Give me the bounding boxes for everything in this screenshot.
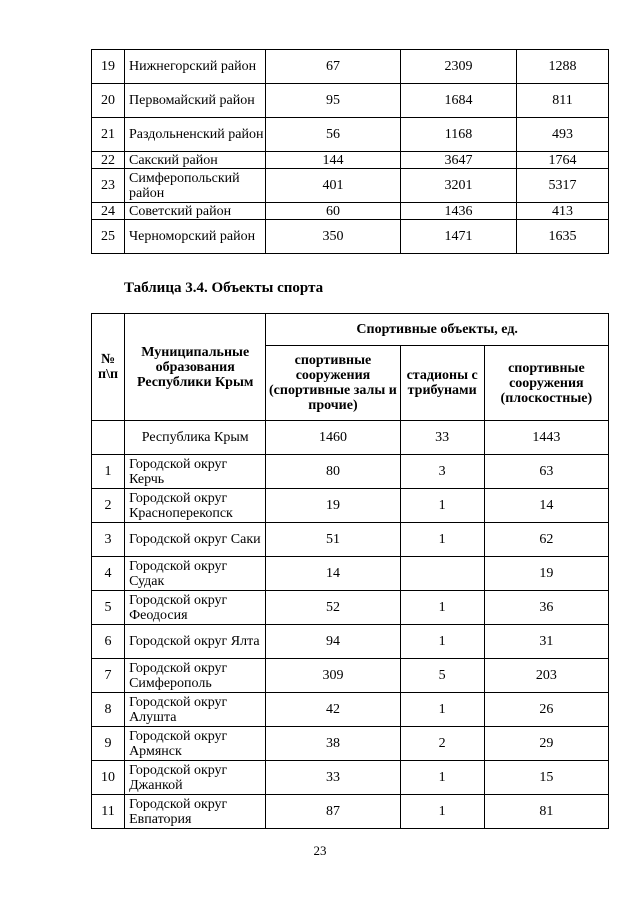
cell-name: Городской округ Евпатория	[125, 795, 266, 829]
table-row	[92, 50, 609, 84]
table-row	[92, 152, 609, 169]
page-number: 23	[313, 843, 327, 858]
cell-v1: 52	[266, 591, 400, 625]
cell-v1: 401	[266, 169, 401, 203]
cell-v2: 3201	[401, 169, 517, 203]
table-row	[92, 625, 609, 659]
cell-name: Городской округ Керчь	[125, 455, 266, 489]
cell-v3: 14	[484, 489, 608, 523]
sports-table	[91, 313, 609, 829]
table-row	[92, 203, 609, 220]
table-row	[92, 557, 609, 591]
cell-v1: 56	[266, 118, 401, 152]
districts-table-body	[92, 50, 609, 254]
table-row	[92, 455, 609, 489]
cell-v1: 350	[266, 220, 401, 254]
cell-v3: 1635	[517, 220, 609, 254]
cell-num: 8	[92, 693, 125, 727]
cell-name: Городской округ Джанкой	[125, 761, 266, 795]
cell-v2: 3	[400, 455, 484, 489]
table-row	[92, 591, 609, 625]
cell-v1: 144	[266, 152, 401, 169]
cell-v2: 1	[400, 693, 484, 727]
cell-v2	[400, 557, 484, 591]
cell-name: Городской округ Симферополь	[125, 659, 266, 693]
cell-v1: 33	[266, 761, 400, 795]
cell-num: 11	[92, 795, 125, 829]
cell-v2: 1	[400, 625, 484, 659]
cell-name: Раздольненский район	[125, 118, 266, 152]
cell-name: Черноморский район	[125, 220, 266, 254]
cell-num: 1	[92, 455, 125, 489]
total-v1: 1460	[266, 421, 400, 455]
cell-v1: 309	[266, 659, 400, 693]
cell-v3: 36	[484, 591, 608, 625]
cell-v3: 1288	[517, 50, 609, 84]
table-row	[92, 489, 609, 523]
cell-v3: 15	[484, 761, 608, 795]
cell-num: 2	[92, 489, 125, 523]
cell-num: 5	[92, 591, 125, 625]
cell-v2: 2	[400, 727, 484, 761]
sports-table-body	[92, 421, 609, 829]
cell-v3: 63	[484, 455, 608, 489]
cell-v1: 87	[266, 795, 400, 829]
cell-v1: 67	[266, 50, 401, 84]
cell-v1: 14	[266, 557, 400, 591]
header-municipality: Муниципальные образования Республики Крым	[125, 314, 266, 421]
cell-v1: 95	[266, 84, 401, 118]
cell-v2: 1684	[401, 84, 517, 118]
cell-num: 20	[92, 84, 125, 118]
districts-table	[91, 49, 609, 254]
total-row	[92, 421, 609, 455]
cell-v3: 203	[484, 659, 608, 693]
table-row	[92, 84, 609, 118]
cell-v1: 42	[266, 693, 400, 727]
cell-name: Симферопольский район	[125, 169, 266, 203]
cell-v3: 811	[517, 84, 609, 118]
cell-v2: 1	[400, 523, 484, 557]
table-row	[92, 220, 609, 254]
cell-num: 24	[92, 203, 125, 220]
cell-v2: 1	[400, 795, 484, 829]
cell-num: 22	[92, 152, 125, 169]
cell-v1: 80	[266, 455, 400, 489]
total-v2: 33	[400, 421, 484, 455]
cell-num: 4	[92, 557, 125, 591]
table-row	[92, 727, 609, 761]
total-num	[92, 421, 125, 455]
cell-name: Городской округ Алушта	[125, 693, 266, 727]
cell-v2: 5	[400, 659, 484, 693]
cell-v2: 1436	[401, 203, 517, 220]
header-stadiums: стадионы с трибунами	[400, 346, 484, 421]
cell-v3: 81	[484, 795, 608, 829]
header-flat-facilities: спортивные сооружения (плоскостные)	[484, 346, 608, 421]
cell-name: Городской округ Красноперекопск	[125, 489, 266, 523]
cell-num: 25	[92, 220, 125, 254]
table-row	[92, 659, 609, 693]
cell-v2: 3647	[401, 152, 517, 169]
cell-num: 3	[92, 523, 125, 557]
header-num: № п\п	[92, 314, 125, 421]
cell-num: 19	[92, 50, 125, 84]
cell-v3: 31	[484, 625, 608, 659]
cell-v1: 60	[266, 203, 401, 220]
cell-v2: 2309	[401, 50, 517, 84]
cell-num: 10	[92, 761, 125, 795]
cell-name: Первомайский район	[125, 84, 266, 118]
cell-v1: 38	[266, 727, 400, 761]
table-row	[92, 169, 609, 203]
cell-v2: 1168	[401, 118, 517, 152]
cell-v3: 62	[484, 523, 608, 557]
cell-v2: 1	[400, 489, 484, 523]
table-caption: Таблица 3.4. Объекты спорта	[124, 280, 324, 296]
cell-v2: 1471	[401, 220, 517, 254]
cell-v3: 19	[484, 557, 608, 591]
total-v3: 1443	[484, 421, 608, 455]
cell-num: 21	[92, 118, 125, 152]
cell-v1: 94	[266, 625, 400, 659]
cell-v2: 1	[400, 591, 484, 625]
cell-name: Сакский район	[125, 152, 266, 169]
cell-name: Нижнегорский район	[125, 50, 266, 84]
table-row	[92, 523, 609, 557]
table-row	[92, 761, 609, 795]
table-row	[92, 795, 609, 829]
cell-name: Городской округ Саки	[125, 523, 266, 557]
cell-v3: 493	[517, 118, 609, 152]
cell-num: 9	[92, 727, 125, 761]
cell-num: 6	[92, 625, 125, 659]
cell-v3: 1764	[517, 152, 609, 169]
total-name: Республика Крым	[125, 421, 266, 455]
sports-table-header	[92, 314, 609, 421]
table-row	[92, 118, 609, 152]
cell-num: 7	[92, 659, 125, 693]
cell-name: Городской округ Армянск	[125, 727, 266, 761]
cell-name: Городской округ Ялта	[125, 625, 266, 659]
cell-name: Городской округ Феодосия	[125, 591, 266, 625]
cell-v3: 29	[484, 727, 608, 761]
cell-v2: 1	[400, 761, 484, 795]
table-row	[92, 693, 609, 727]
cell-v3: 5317	[517, 169, 609, 203]
cell-v3: 413	[517, 203, 609, 220]
cell-v1: 51	[266, 523, 400, 557]
cell-v3: 26	[484, 693, 608, 727]
cell-name: Советский район	[125, 203, 266, 220]
cell-num: 23	[92, 169, 125, 203]
header-sports-halls: спортивные сооружения (спортивные залы и прочие)	[266, 346, 400, 421]
header-sports-objects: Спортивные объекты, ед.	[266, 314, 609, 346]
cell-v1: 19	[266, 489, 400, 523]
cell-name: Городской округ Судак	[125, 557, 266, 591]
